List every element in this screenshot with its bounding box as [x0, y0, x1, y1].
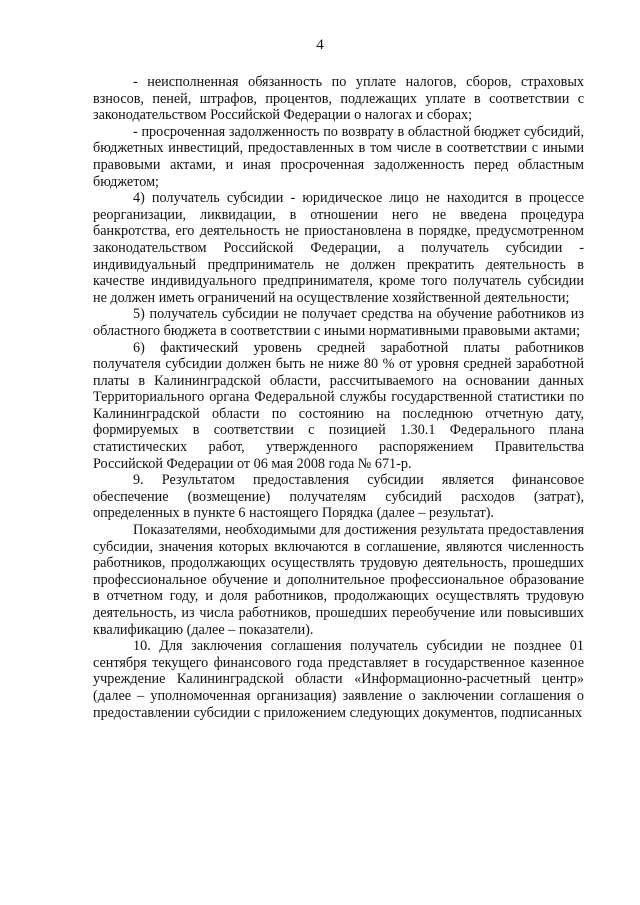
paragraph-tax-arrears: - неисполненная обязанность по уплате налогов, сборов, страховых взносов, пеней, штрафов, процентов, подлежащих уплате в соответствии с законодательством Российской Федерации о налогах и сборах;	[93, 74, 584, 124]
paragraph-clause-9: 9. Результатом предоставления субсидии является финансовое обеспечение (возмещение) получателям субсидий расходов (затрат), определенных в пункте 6 настоящего Порядка (далее – результат).	[93, 472, 584, 522]
paragraph-overdue-debt: - просроченная задолженность по возврату в областной бюджет субсидий, бюджетных инвестиций, предоставленных в том числе в соответствии с иными правовыми актами, и иная просроченная задолженность перед областным бюджетом;	[93, 123, 584, 190]
page-number: 4	[316, 37, 324, 53]
paragraph-item-4: 4) получатель субсидии - юридическое лицо не находится в процессе реорганизации, ликвидации, в отношении него не введена процедура банкротства, его деятельность не приостановлена в порядке, предусмотренном законодательством Российской Федерации, а получатель субсидии - индивидуальный предприниматель не должен прекратить деятельность в качестве индивидуального предпринимателя, кроме того получатель субсидии не должен иметь ограничений на осуществление хозяйственной деятельности;	[93, 190, 584, 306]
paragraph-indicators: Показателями, необходимыми для достижения результата предоставления субсидии, значения которых включаются в соглашение, являются численность работников, продолжающих осуществлять трудовую деятельность, прошедших профессиональное обучение и дополнительное профессиональное образование в отчетном году, и доля работников, продолжающих осуществлять трудовую деятельность, из числа работников, прошедших переобучение или повысивших квалификацию (далее – показатели).	[93, 522, 584, 638]
document-body	[93, 74, 584, 721]
paragraph-clause-10: 10. Для заключения соглашения получатель субсидии не позднее 01 сентября текущего финансового года представляет в государственное казенное учреждение Калининградской области «Информационно-расчетный центр» (далее – уполномоченная организация) заявление о заключении соглашения о предоставлении субсидии с приложением следующих документов, подписанных	[93, 638, 584, 721]
paragraph-item-6: 6) фактический уровень средней заработной платы работников получателя субсидии должен быть не ниже 80 % от уровня средней заработной платы в Калининградской области, рассчитываемого на основании данных Территориального органа Федеральной службы государственной статистики по Калининградской области по состоянию на последнюю отчетную дату, формируемых в соответствии с позицией 1.30.1 Федерального плана статистических работ, утвержденного распоряжением Правительства Российской Федерации от 06 мая 2008 года № 671-р.	[93, 339, 584, 472]
paragraph-item-5: 5) получатель субсидии не получает средства на обучение работников из областного бюджета в соответствии с иными нормативными правовыми актами;	[93, 306, 584, 339]
